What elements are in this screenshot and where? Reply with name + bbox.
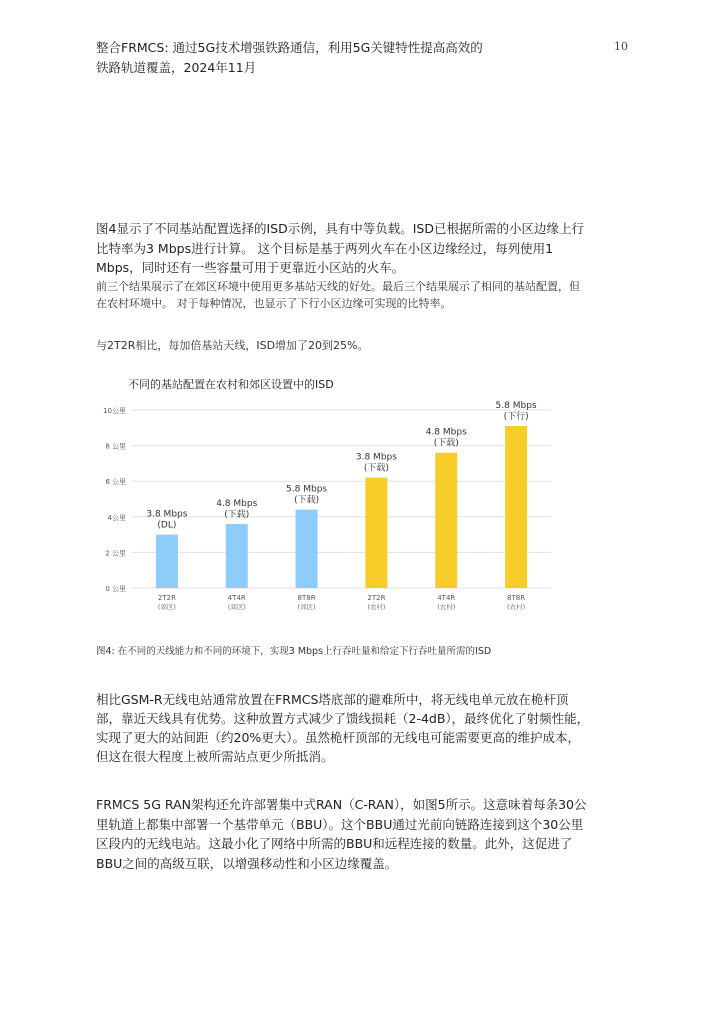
figure-caption: 图4: 在不同的天线能力和不同的环境下，实现3 Mbps上行吞吐量和给定下行吞吐量所需的ISD xyxy=(96,646,492,657)
bar-data-label-1-1: (下载) xyxy=(224,509,250,520)
x-tick-sublabel-3: (农村) xyxy=(367,603,386,611)
bar-1 xyxy=(226,524,248,588)
page-number: 10 xyxy=(614,40,628,53)
bar-3 xyxy=(365,478,387,588)
y-tick-label-2: 4公里 xyxy=(107,513,126,522)
paragraph-isd-intro: 图4显示了不同基站配置选择的ISD示例，具有中等负载。ISD已根据所需的小区边缘上行比特率为3 Mbps进行计算。 这个目标是基于两列火车在小区边缘经过，每列使用1 Mbps，同时还有一些容量可用于更靠近小区站的火车。 xyxy=(96,221,584,275)
bar-data-label-4-1: (下载) xyxy=(433,438,459,449)
x-tick-sublabel-0: (郊区) xyxy=(157,603,176,611)
y-tick-label-4: 8 公里 xyxy=(105,442,126,451)
x-tick-sublabel-5: (农村) xyxy=(507,603,526,611)
chart-title: 不同的基站配置在农村和郊区设置中的ISD xyxy=(128,378,334,391)
x-tick-label-5: 8T8R xyxy=(507,594,526,602)
paragraph-mast-top-radio: 相比GSM-R无线电站通常放置在FRMCS塔底部的避难所中，将无线电单元放在桅杆顶部，靠近天线具有优势。这种放置方式减少了馈线损耗（2-4dB），最终优化了射频性能，实现了更大的站间距（约20%更大）。虽然桅杆顶部的无线电可能需要更高的维护成本，但这在很大程度上被所需站点更少所抵消。 xyxy=(96,692,590,764)
x-tick-label-2: 8T8R xyxy=(297,594,316,602)
x-tick-sublabel-2: (郊区) xyxy=(297,603,316,611)
bar-data-label-4-0: 4.8 Mbps xyxy=(425,427,467,438)
bar-data-label-0-1: (DL) xyxy=(157,520,177,531)
bar-data-label-2-0: 5.8 Mbps xyxy=(286,484,328,495)
bar-0 xyxy=(156,535,178,588)
x-tick-label-4: 4T4R xyxy=(437,594,456,602)
x-tick-label-0: 2T2R xyxy=(157,594,176,602)
bar-5 xyxy=(505,426,527,588)
x-tick-label-1: 4T4R xyxy=(227,594,246,602)
bar-4 xyxy=(435,453,457,588)
header-line-1: 整合FRMCS: 通过5G技术增强铁路通信，利用5G关键特性提高高效的 xyxy=(96,40,483,55)
bar-data-label-5-0: 5.8 Mbps xyxy=(495,401,537,412)
y-tick-label-5: 10公里 xyxy=(103,407,126,415)
bar-data-label-5-1: (下行) xyxy=(503,412,529,423)
bar-data-label-3-1: (下载) xyxy=(363,463,389,474)
bar-data-label-3-0: 3.8 Mbps xyxy=(355,452,397,463)
x-tick-label-3: 2T2R xyxy=(367,594,386,602)
bar-data-label-2-1: (下载) xyxy=(294,495,320,506)
x-tick-sublabel-1: (郊区) xyxy=(227,603,246,611)
y-tick-label-0: 0 公里 xyxy=(105,585,126,593)
running-header xyxy=(96,38,536,78)
isd-bar-chart xyxy=(96,392,556,622)
paragraph-results-summary: 前三个结果展示了在郊区环境中使用更多基站天线的好处。最后三个结果展示了相同的基站配置，但在农村环境中。 对于每种情况，也显示了下行小区边缘可实现的比特率。 xyxy=(96,280,580,310)
paragraph-isd-increase: 与2T2R相比，每加倍基站天线，ISD增加了20到25%。 xyxy=(96,339,369,352)
bar-data-label-0-0: 3.8 Mbps xyxy=(146,509,188,520)
x-tick-sublabel-4: (农村) xyxy=(437,603,456,611)
header-line-2: 铁路轨道覆盖，2024年11月 xyxy=(96,60,257,75)
bar-data-label-1-0: 4.8 Mbps xyxy=(216,498,258,509)
y-tick-label-1: 2 公里 xyxy=(105,549,126,558)
paragraph-c-ran: FRMCS 5G RAN架构还允许部署集中式RAN（C-RAN），如图5所示。这意味着每条30公里轨道上都集中部署一个基带单元（BBU）。这个BBU通过光前向链路连接到这个30公里区段内的无线电站。这最小化了网络中所需的BBU和远程连接的数量。此外，这促进了BBU之间的高级互联，以增强移动性和小区边缘覆盖。 xyxy=(96,797,587,871)
bar-2 xyxy=(296,510,318,588)
y-tick-label-3: 6 公里 xyxy=(105,478,126,487)
